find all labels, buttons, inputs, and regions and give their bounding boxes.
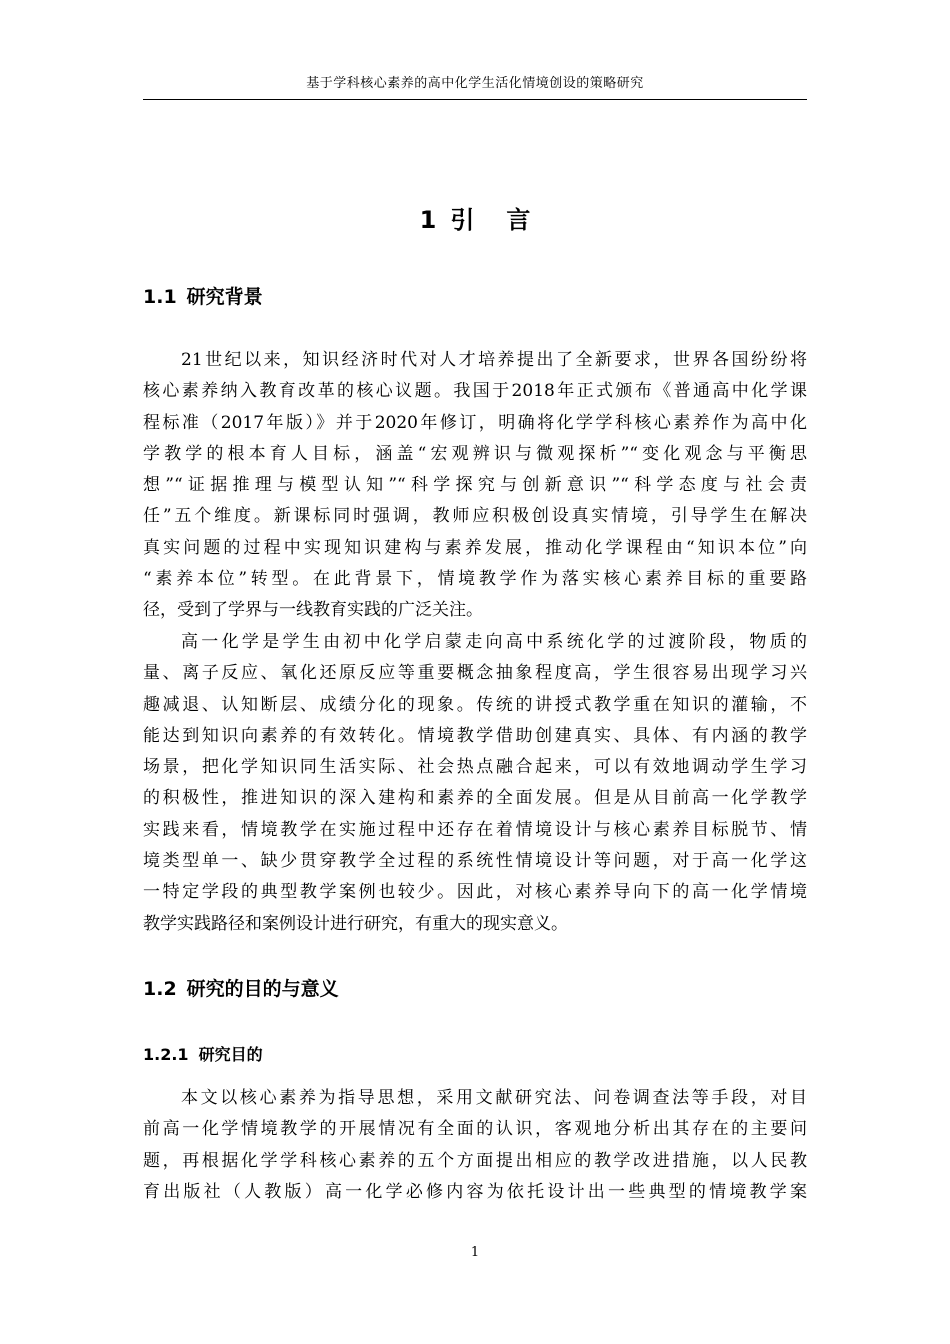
text-line: 育出版社（人教版）高一化学必修内容为依托设计出一些典型的情境教学案 xyxy=(143,1181,807,1202)
section-heading-1-1 xyxy=(143,283,263,311)
text-line: 教学实践路径和案例设计进行研究，有重大的现实意义。 xyxy=(143,913,568,934)
subsection-title: 研究目的 xyxy=(198,1045,263,1064)
paragraph-background-2 xyxy=(143,627,807,940)
text-line: 题，再根据化学学科核心素养的五个方面提出相应的教学改进措施，以人民教 xyxy=(143,1150,807,1171)
subsection-heading-1-2-1 xyxy=(143,1043,263,1067)
text-line: 高一化学是学生由初中化学启蒙走向高中系统化学的过渡阶段，物质的 xyxy=(181,632,807,652)
running-header: 基于学科核心素养的高中化学生活化情境创设的策略研究 xyxy=(306,76,644,91)
chapter-title-char-2: 言 xyxy=(506,206,531,234)
section-number: 1.2 xyxy=(143,978,177,1000)
chapter-title-char-1: 引 xyxy=(450,206,475,234)
text-line: 径，受到了学界与一线教育实践的广泛关注。 xyxy=(143,600,483,621)
text-line: 场景，把化学知识同生活实际、社会热点融合起来，可以有效地调动学生学习 xyxy=(143,757,807,778)
section-title: 研究的目的与意义 xyxy=(186,978,339,1000)
section-number: 1.1 xyxy=(143,286,177,308)
page-number: 1 xyxy=(470,1245,480,1260)
section-title: 研究背景 xyxy=(186,286,263,308)
text-line: 能达到知识向素养的有效转化。情境教学借助创建真实、具体、有内涵的教学 xyxy=(143,725,807,746)
header-rule xyxy=(143,99,807,100)
text-line: 实践来看，情境教学在实施过程中还存在着情境设计与核心素养目标脱节、情 xyxy=(143,819,807,840)
text-line: 学教学的根本育人目标，涵盖“宏观辨识与微观探析”“变化观念与平衡思 xyxy=(143,443,807,464)
section-heading-1-2 xyxy=(143,975,339,1003)
paragraph-purpose-1 xyxy=(143,1083,807,1208)
text-line: “素养本位”转型。在此背景下，情境教学作为落实核心素养目标的重要路 xyxy=(143,569,807,590)
chapter-number: 1 xyxy=(419,206,437,234)
paragraph-background-1 xyxy=(143,345,807,627)
text-line: 核心素养纳入教育改革的核心议题。我国于2018年正式颁布《普通高中化学课 xyxy=(143,381,807,402)
subsection-number: 1.2.1 xyxy=(143,1045,189,1064)
text-line: 21世纪以来，知识经济时代对人才培养提出了全新要求，世界各国纷纷将 xyxy=(181,350,807,370)
text-line: 想”“证据推理与模型认知”“科学探究与创新意识”“科学态度与社会责 xyxy=(143,475,807,496)
text-line: 本文以核心素养为指导思想，采用文献研究法、问卷调查法等手段，对目 xyxy=(181,1088,807,1108)
text-line: 程标准（2017年版）》并于2020年修订，明确将化学学科核心素养作为高中化 xyxy=(143,412,807,433)
text-line: 前高一化学情境教学的开展情况有全面的认识，客观地分析出其存在的主要问 xyxy=(143,1119,807,1140)
chapter-title xyxy=(143,200,807,240)
text-line: 真实问题的过程中实现知识建构与素养发展，推动化学课程由“知识本位”向 xyxy=(143,537,807,558)
text-line: 趣减退、认知断层、成绩分化的现象。传统的讲授式教学重在知识的灌输，不 xyxy=(143,694,807,715)
text-line: 量、离子反应、氧化还原反应等重要概念抽象程度高，学生很容易出现学习兴 xyxy=(143,663,807,684)
text-line: 的积极性，推进知识的深入建构和素养的全面发展。但是从目前高一化学教学 xyxy=(143,788,807,809)
text-line: 一特定学段的典型教学案例也较少。因此，对核心素养导向下的高一化学情境 xyxy=(143,882,807,903)
text-line: 任”五个维度。新课标同时强调，教师应积极创设真实情境，引导学生在解决 xyxy=(143,506,807,527)
text-line: 境类型单一、缺少贯穿教学全过程的系统性情境设计等问题，对于高一化学这 xyxy=(143,851,807,872)
